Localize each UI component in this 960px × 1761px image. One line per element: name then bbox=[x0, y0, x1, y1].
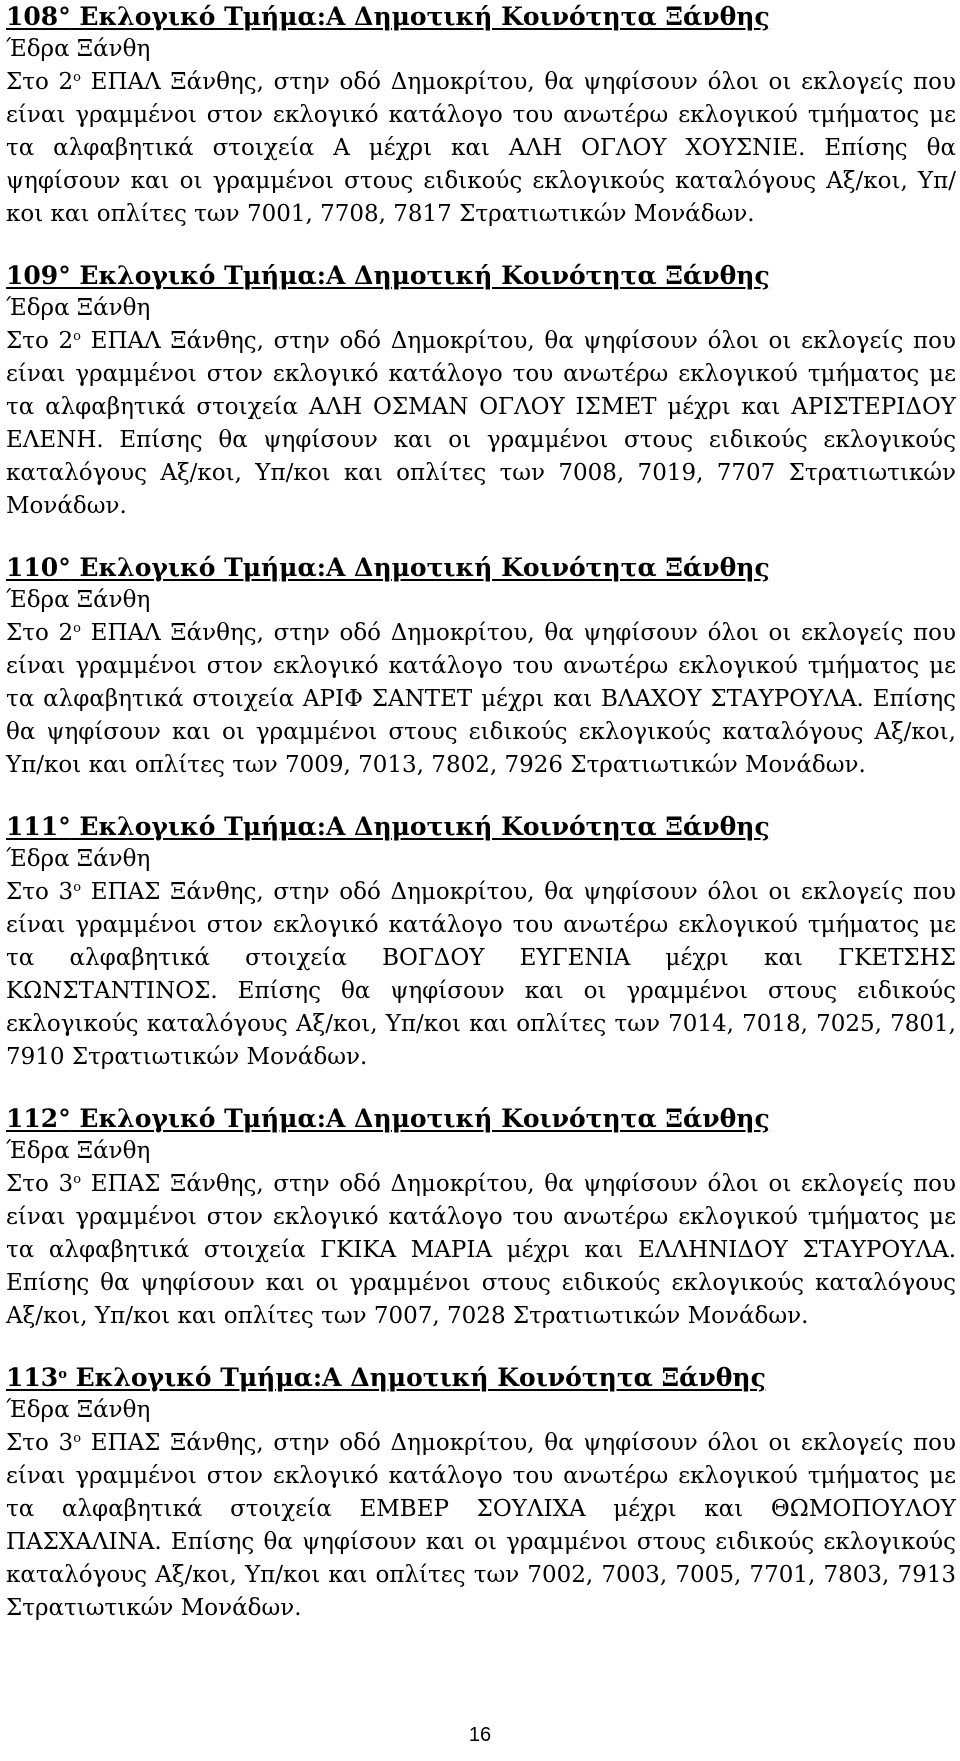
electoral-section-111 bbox=[6, 810, 956, 1074]
section-seat: Έδρα Ξάνθη bbox=[6, 1397, 151, 1423]
section-heading bbox=[6, 810, 956, 843]
page-number: 16 bbox=[468, 1724, 492, 1746]
ordinal-marker: ο bbox=[73, 880, 82, 895]
ordinal-marker: ο bbox=[73, 1431, 82, 1446]
section-seat: Έδρα Ξάνθη bbox=[6, 36, 151, 62]
section-title: Εκλογικό Τμήμα:Α Δημοτική Κοινότητα Ξάνθης bbox=[70, 812, 770, 841]
section-number: 111 bbox=[6, 812, 59, 841]
section-description: Στο $3^o$ ΕΠΑΣ Ξάνθης, στην οδό Δημοκρίτου, θα ψηφίσουν όλοι οι εκλογείς που είναι γραμμένοι στον εκλογικό κατάλογο του ανωτέρω εκλογικού τμήματος με τα αλφαβητικά στοιχεία ΓΚΙΚΑ ΜΑΡΙΑ μέχρι και ΕΛΛΗΝΙΔΟΥ ΣΤΑΥΡΟΥΛΑ. Επίσης θα ψηφίσουν και οι γραμμένοι στους ειδικούς εκλογικούς καταλόγους Αξ/κοι, Υπ/κοι και οπλίτες των 7007, 7028 Στρατιωτικών Μονάδων. bbox=[6, 1171, 956, 1329]
section-heading bbox=[6, 259, 956, 292]
section-number: 110 bbox=[6, 553, 59, 582]
electoral-section-108 bbox=[6, 0, 956, 231]
electoral-section-109 bbox=[6, 259, 956, 523]
section-seat: Έδρα Ξάνθη bbox=[6, 587, 151, 613]
ordinal-marker: ο bbox=[73, 329, 81, 344]
section-heading bbox=[6, 1102, 956, 1135]
electoral-section-112 bbox=[6, 1102, 956, 1333]
electoral-section-110 bbox=[6, 551, 956, 782]
section-description: Στο $2^o$ ΕΠΑΛ Ξάνθης, στην οδό Δημοκρίτου, θα ψηφίσουν όλοι οι εκλογείς που είναι γραμμένοι στον εκλογικό κατάλογο του ανωτέρω εκλογικού τμήματος με τα αλφαβητικά στοιχεία ΑΛΗ ΟΣΜΑΝ ΟΓΛΟΥ ΙΣΜΕΤ μέχρι και ΑΡΙΣΤΕΡΙΔΟΥ ΕΛΕΝΗ. Επίσης θα ψηφίσουν και οι γραμμένοι στους ειδικούς εκλογικούς καταλόγους Αξ/κοι, Υπ/κοι και οπλίτες των 7008, 7019, 7707 Στρατιωτικών Μονάδων. bbox=[6, 328, 956, 519]
section-title: Εκλογικό Τμήμα:Α Δημοτική Κοινότητα Ξάνθης bbox=[66, 1363, 766, 1392]
section-title: Εκλογικό Τμήμα:Α Δημοτική Κοινότητα Ξάνθης bbox=[70, 261, 770, 290]
section-seat: Έδρα Ξάνθη bbox=[6, 1138, 151, 1164]
document-body bbox=[6, 0, 956, 1653]
degree-sign: ° bbox=[58, 2, 71, 31]
section-seat: Έδρα Ξάνθη bbox=[6, 295, 151, 321]
section-description: Στο $3^o$ ΕΠΑΣ Ξάνθης, στην οδό Δημοκρίτου, θα ψηφίσουν όλοι οι εκλογείς που είναι γραμμένοι στον εκλογικό κατάλογο του ανωτέρω εκλογικού τμήματος με τα αλφαβητικά στοιχεία ΕΜΒΕΡ ΣΟΥΛΙΧΑ μέχρι και ΘΩΜΟΠΟΥΛΟΥ ΠΑΣΧΑΛΙΝΑ. Επίσης θα ψηφίσουν και οι γραμμένοι στους ειδικούς εκλογικούς καταλόγους Αξ/κοι, Υπ/κοι και οπλίτες των 7002, 7003, 7005, 7701, 7803, 7913 Στρατιωτικών Μονάδων. bbox=[6, 1430, 956, 1621]
degree-sign: ° bbox=[58, 812, 71, 841]
section-description: Στο $3^o$ ΕΠΑΣ Ξάνθης, στην οδό Δημοκρίτου, θα ψηφίσουν όλοι οι εκλογείς που είναι γραμμένοι στον εκλογικό κατάλογο του ανωτέρω εκλογικού τμήματος με τα αλφαβητικά στοιχεία ΒΟΓΔΟΥ ΕΥΓΕΝΙΑ μέχρι και ΓΚΕΤΣΗΣ ΚΩΝΣΤΑΝΤΙΝΟΣ. Επίσης θα ψηφίσουν και οι γραμμένοι στους ειδικούς εκλογικούς καταλόγους Αξ/κοι, Υπ/κοι και οπλίτες των 7014, 7018, 7025, 7801, 7910 Στρατιωτικών Μονάδων. bbox=[6, 879, 956, 1070]
ordinal-marker: ο bbox=[73, 1172, 82, 1187]
section-heading bbox=[6, 551, 956, 584]
ordinal-marker: ο bbox=[58, 1367, 67, 1382]
section-title: Εκλογικό Τμήμα:Α Δημοτική Κοινότητα Ξάνθης bbox=[70, 1104, 770, 1133]
section-title: Εκλογικό Τμήμα:Α Δημοτική Κοινότητα Ξάνθης bbox=[70, 2, 770, 31]
degree-sign: ° bbox=[58, 261, 71, 290]
section-number: 112 bbox=[6, 1104, 59, 1133]
ordinal-marker: ο bbox=[73, 621, 81, 636]
section-description: Στο $2^o$ ΕΠΑΛ Ξάνθης, στην οδό Δημοκρίτου, θα ψηφίσουν όλοι οι εκλογείς που είναι γραμμένοι στον εκλογικό κατάλογο του ανωτέρω εκλογικού τμήματος με τα αλφαβητικά στοιχεία ΑΡΙΦ ΣΑΝΤΕΤ μέχρι και ΒΛΑΧΟΥ ΣΤΑΥΡΟΥΛΑ. Επίσης θα ψηφίσουν και οι γραμμένοι στους ειδικούς εκλογικούς καταλόγους Αξ/κοι, Υπ/κοι και οπλίτες των 7009, 7013, 7802, 7926 Στρατιωτικών Μονάδων. bbox=[6, 620, 956, 778]
section-heading bbox=[6, 1361, 956, 1394]
section-seat: Έδρα Ξάνθη bbox=[6, 846, 151, 872]
ordinal-marker: ο bbox=[73, 70, 81, 85]
section-title: Εκλογικό Τμήμα:Α Δημοτική Κοινότητα Ξάνθης bbox=[70, 553, 770, 582]
section-number: 113 bbox=[6, 1363, 59, 1392]
section-heading bbox=[6, 0, 956, 33]
section-number: 109 bbox=[6, 261, 59, 290]
section-number: 108 bbox=[6, 2, 59, 31]
section-description: Στο $2^o$ ΕΠΑΛ Ξάνθης, στην οδό Δημοκρίτου, θα ψηφίσουν όλοι οι εκλογείς που είναι γραμμένοι στον εκλογικό κατάλογο του ανωτέρω εκλογικού τμήματος με τα αλφαβητικά στοιχεία Α μέχρι και ΑΛΗ ΟΓΛΟΥ ΧΟΥΣΝΙΕ. Επίσης θα ψηφίσουν και οι γραμμένοι στους ειδικούς εκλογικούς καταλόγους Αξ/κοι, Υπ/κοι και οπλίτες των 7001, 7708, 7817 Στρατιωτικών Μονάδων. bbox=[6, 69, 956, 227]
electoral-section-113 bbox=[6, 1361, 956, 1625]
degree-sign: ° bbox=[58, 553, 71, 582]
degree-sign: ° bbox=[58, 1104, 71, 1133]
